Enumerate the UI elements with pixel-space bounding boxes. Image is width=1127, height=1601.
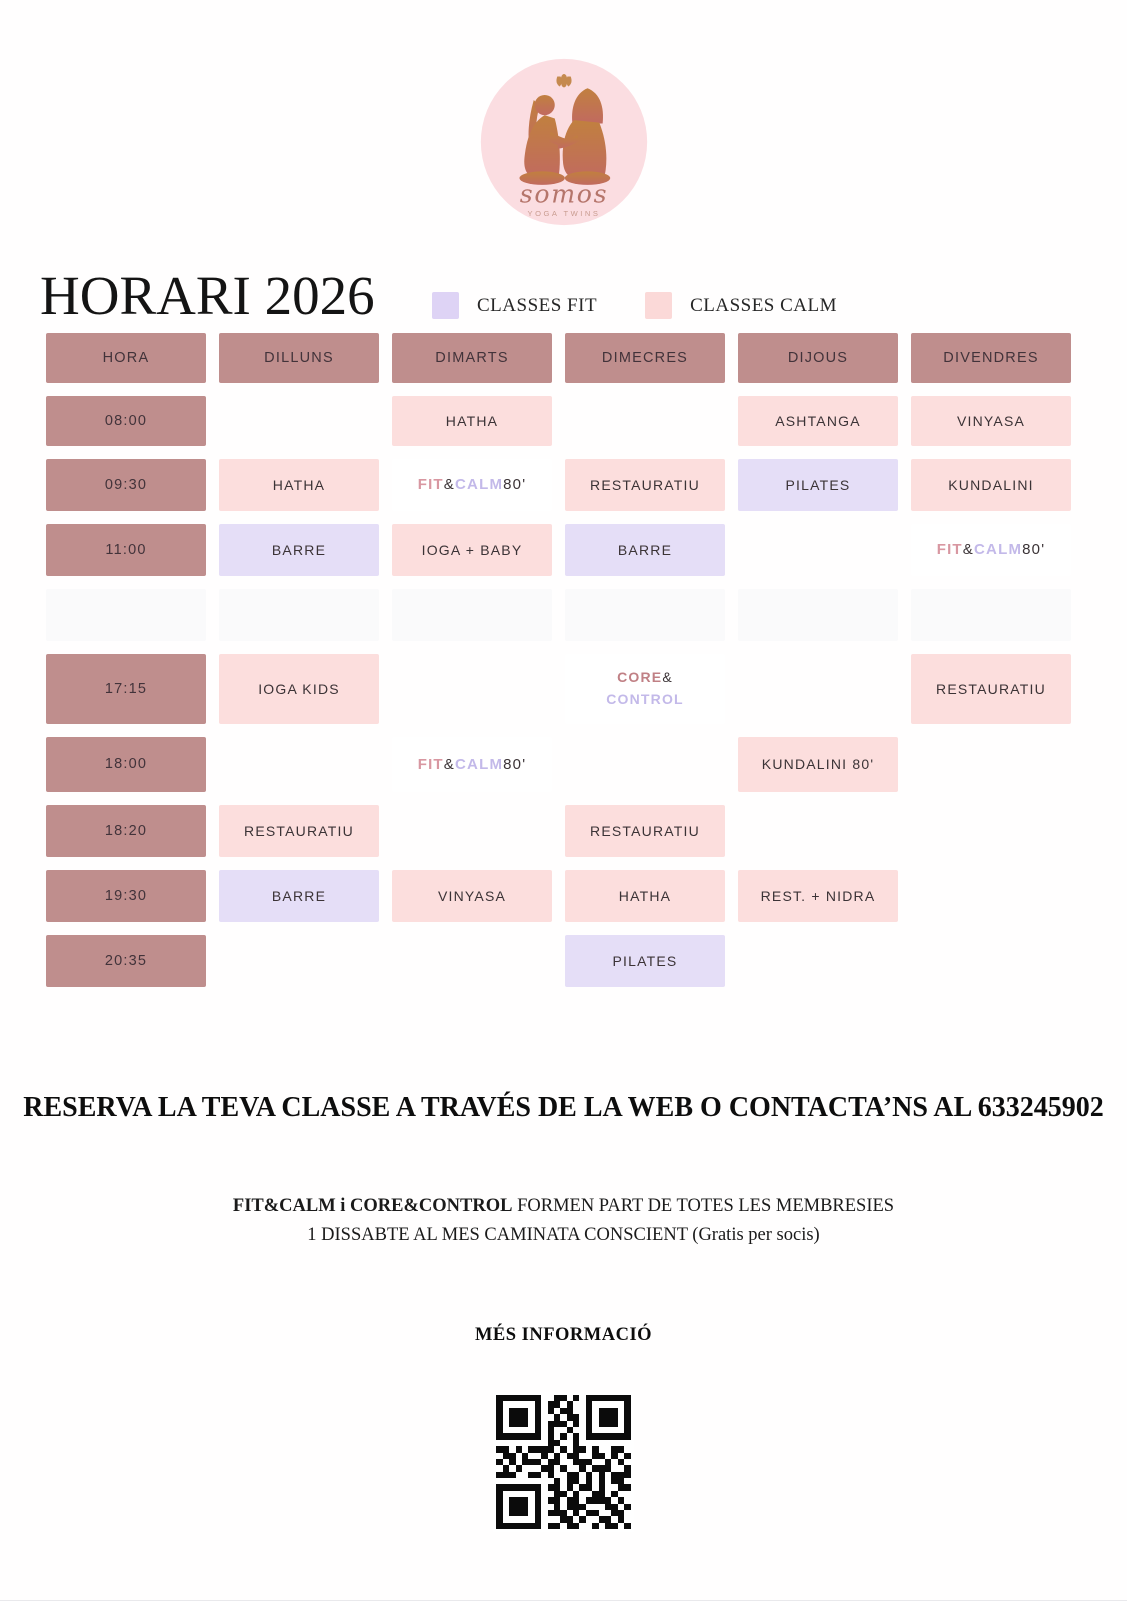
class-name-part: 80' xyxy=(1022,541,1046,559)
schedule-cell: KUNDALINI 80' xyxy=(738,737,898,792)
time-cell: 18:00 xyxy=(46,737,206,792)
class-name-part: FIT xyxy=(936,541,963,559)
logo-brand-text: somos xyxy=(519,179,608,209)
schedule-cell xyxy=(738,589,898,641)
schedule-cell xyxy=(911,805,1071,857)
schedule-cell xyxy=(911,524,1071,576)
legend xyxy=(432,292,837,319)
time-cell: 08:00 xyxy=(46,396,206,446)
fit-color-swatch xyxy=(432,292,459,319)
membership-note-bold: FIT&CALM i CORE&CONTROL xyxy=(232,1196,513,1216)
schedule-cell xyxy=(565,737,725,792)
page-title: HORARI 2026 xyxy=(40,265,375,326)
schedule-cell: HATHA xyxy=(219,459,379,511)
column-header: DIMARTS xyxy=(392,333,552,383)
class-name-part: & xyxy=(443,755,456,773)
class-name-part: & xyxy=(962,541,975,559)
schedule-cell xyxy=(911,935,1071,987)
calm-color-swatch xyxy=(645,292,672,319)
schedule-cell xyxy=(565,589,725,641)
class-name-part: FIT xyxy=(417,476,444,494)
schedule-cell xyxy=(738,654,898,724)
schedule-cell: ASHTANGA xyxy=(738,396,898,446)
schedule-cell: BARRE xyxy=(219,524,379,576)
time-cell: 17:15 xyxy=(46,654,206,724)
schedule-cell xyxy=(219,396,379,446)
schedule-cell: BARRE xyxy=(565,524,725,576)
schedule-cell: BARRE xyxy=(219,870,379,922)
schedule-cell xyxy=(392,737,552,792)
schedule-cell xyxy=(738,805,898,857)
legend-label: CLASSES CALM xyxy=(690,294,838,316)
schedule-cell: KUNDALINI xyxy=(911,459,1071,511)
logo-image xyxy=(480,58,648,226)
schedule-cell: HATHA xyxy=(565,870,725,922)
time-cell: 11:00 xyxy=(46,524,206,576)
schedule-cell xyxy=(911,589,1071,641)
reserve-text: RESERVA LA TEVA CLASSE A TRAVÉS DE LA WEB O CONTACTA’NS AL 633245902 xyxy=(23,1092,1104,1123)
schedule-cell xyxy=(392,459,552,511)
schedule-cell xyxy=(911,737,1071,792)
column-header: DIVENDRES xyxy=(911,333,1071,383)
schedule-cell: VINYASA xyxy=(392,870,552,922)
membership-note-line1 xyxy=(0,1192,1127,1221)
schedule-cell xyxy=(565,396,725,446)
schedule-cell: PILATES xyxy=(565,935,725,987)
time-cell xyxy=(46,589,206,641)
class-name-part: CALM xyxy=(455,755,504,773)
schedule-cell xyxy=(392,654,552,724)
schedule-cell xyxy=(565,654,725,724)
class-name-part: FIT xyxy=(417,755,444,773)
schedule-cell: RESTAURATIU xyxy=(911,654,1071,724)
time-cell: 19:30 xyxy=(46,870,206,922)
schedule-cell: RESTAURATIU xyxy=(565,805,725,857)
column-header: DIMECRES xyxy=(565,333,725,383)
column-header: HORA xyxy=(46,333,206,383)
qr-code xyxy=(493,1392,633,1532)
legend-label: CLASSES FIT xyxy=(477,294,598,316)
logo-sub-text: YOGA TWINS xyxy=(527,208,600,218)
membership-note xyxy=(0,1192,1127,1249)
class-name-part: CALM xyxy=(974,541,1023,559)
legend-item-calm xyxy=(645,292,837,319)
class-name-part: CALM xyxy=(455,476,504,494)
time-cell: 20:35 xyxy=(46,935,206,987)
class-name-part: 80' xyxy=(503,755,527,773)
schedule-cell xyxy=(911,870,1071,922)
schedule-cell xyxy=(219,935,379,987)
column-header: DILLUNS xyxy=(219,333,379,383)
schedule-cell xyxy=(738,935,898,987)
legend-item-fit xyxy=(432,292,597,319)
schedule-cell xyxy=(219,589,379,641)
more-info-label: MÉS INFORMACIÓ xyxy=(474,1325,653,1345)
schedule-cell xyxy=(392,935,552,987)
schedule-cell: PILATES xyxy=(738,459,898,511)
schedule-cell: IOGA + BABY xyxy=(392,524,552,576)
time-cell: 18:20 xyxy=(46,805,206,857)
membership-note-line2: 1 DISSABTE AL MES CAMINATA CONSCIENT (Gratis per socis) xyxy=(307,1224,820,1245)
schedule-cell: IOGA KIDS xyxy=(219,654,379,724)
column-header: DIJOUS xyxy=(738,333,898,383)
schedule-cell xyxy=(392,805,552,857)
membership-note-rest: FORMEN PART DE TOTES LES MEMBRESIES xyxy=(512,1196,895,1216)
class-name-part: CORE xyxy=(617,669,663,686)
schedule-cell: RESTAURATIU xyxy=(219,805,379,857)
class-name-part: & xyxy=(662,669,673,686)
class-name-part: CONTROL xyxy=(606,691,684,707)
schedule-cell xyxy=(738,524,898,576)
schedule-cell: HATHA xyxy=(392,396,552,446)
schedule-cell: REST. + NIDRA xyxy=(738,870,898,922)
schedule-table xyxy=(46,333,1071,987)
logo xyxy=(0,58,1127,226)
time-cell: 09:30 xyxy=(46,459,206,511)
qr-section xyxy=(0,1392,1127,1532)
schedule-cell xyxy=(219,737,379,792)
schedule-cell: RESTAURATIU xyxy=(565,459,725,511)
schedule-cell: VINYASA xyxy=(911,396,1071,446)
class-name-part: & xyxy=(443,476,456,494)
class-name-part: 80' xyxy=(503,476,527,494)
schedule-cell xyxy=(392,589,552,641)
